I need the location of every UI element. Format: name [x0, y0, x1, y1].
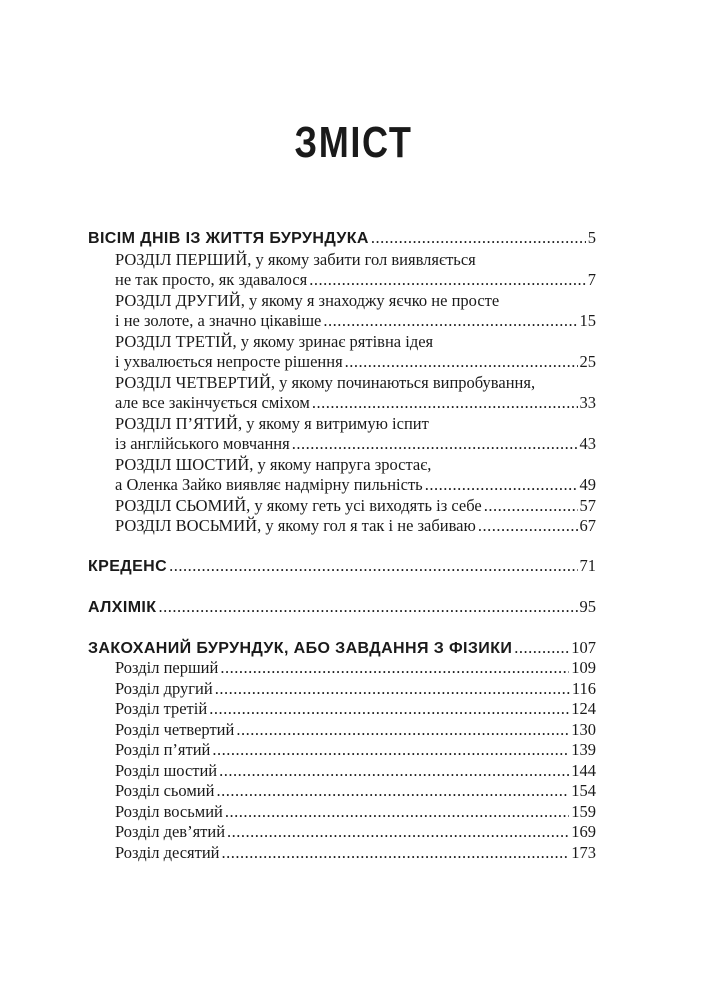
toc-section-4[interactable] — [88, 638, 596, 659]
toc-section-1[interactable] — [88, 228, 596, 249]
dot-leader — [345, 352, 578, 372]
chapter-4-line1: РОЗДІЛ ЧЕТВЕРТИЙ, у якому починаються випробування, — [115, 373, 536, 392]
dot-leader — [514, 638, 569, 658]
toc-chapter-6[interactable] — [115, 475, 596, 495]
chapter-line: із англійського мовчання — [115, 434, 290, 453]
page-number: 95 — [579, 597, 596, 616]
page-title: ЗМІСТ — [294, 118, 413, 167]
page-number: 25 — [579, 352, 596, 371]
toc-subchapter-1[interactable] — [115, 658, 596, 678]
page-number: 71 — [579, 556, 596, 575]
chapter-3-line1: РОЗДІЛ ТРЕТІЙ, у якому зринає рятівна ідея — [115, 332, 434, 351]
section-title: АЛХІМІК — [88, 599, 157, 616]
section-title: ВІСІМ ДНІВ ІЗ ЖИТТЯ БУРУНДУКА — [88, 230, 369, 247]
toc-subchapter-2[interactable] — [115, 679, 596, 699]
toc-subchapter-6[interactable] — [115, 761, 596, 781]
page-number: 57 — [579, 496, 596, 515]
dot-leader — [216, 781, 569, 801]
toc-chapter-8[interactable] — [115, 516, 596, 536]
dot-leader — [227, 822, 569, 842]
dot-leader — [323, 311, 577, 331]
chapter-line: Розділ перший — [115, 658, 219, 677]
page-number: 144 — [571, 761, 596, 780]
dot-leader — [219, 761, 569, 781]
dot-leader — [425, 475, 578, 495]
toc-subchapter-10[interactable] — [115, 843, 596, 863]
section-title: КРЕДЕНС — [88, 558, 168, 575]
chapter-line: Розділ четвертий — [115, 720, 235, 739]
page-number: 15 — [579, 311, 596, 330]
page-number: 154 — [571, 781, 596, 800]
chapter-2-line1: РОЗДІЛ ДРУГИЙ, у якому я знаходжу яєчко не просте — [115, 291, 500, 310]
dot-leader — [158, 597, 577, 617]
page-number: 173 — [571, 843, 596, 862]
page-number: 124 — [571, 699, 596, 718]
chapter-line: РОЗДІЛ СЬОМИЙ, у якому геть усі виходять із себе — [115, 496, 482, 515]
toc-subchapter-7[interactable] — [115, 781, 596, 801]
toc-subchapter-5[interactable] — [115, 740, 596, 760]
toc-chapter-5[interactable] — [115, 434, 596, 454]
page-number: 67 — [579, 516, 596, 535]
toc-chapter-4[interactable] — [115, 393, 596, 413]
chapter-6-line1: РОЗДІЛ ШОСТИЙ, у якому напруга зростає, — [115, 455, 432, 474]
chapter-line: але все закінчується сміхом — [115, 393, 310, 412]
chapter-line: а Оленка Зайко виявляє надмірну пильність — [115, 475, 423, 494]
toc-subchapter-8[interactable] — [115, 802, 596, 822]
toc-chapter-1[interactable] — [115, 270, 596, 290]
chapter-line: і не золоте, а значно цікавіше — [115, 311, 322, 330]
dot-leader — [371, 228, 586, 248]
chapter-line: Розділ восьмий — [115, 802, 223, 821]
page-number: 43 — [579, 434, 596, 453]
dot-leader — [236, 720, 569, 740]
page-number: 49 — [579, 475, 596, 494]
chapter-line: Розділ сьомий — [115, 781, 215, 800]
toc-subchapter-3[interactable] — [115, 699, 596, 719]
dot-leader — [212, 740, 569, 760]
chapter-line: РОЗДІЛ ВОСЬМИЙ, у якому гол я так і не забиваю — [115, 516, 476, 535]
section-title: ЗАКОХАНИЙ БУРУНДУК, АБО ЗАВДАННЯ З ФІЗИКИ — [88, 640, 513, 657]
toc-subchapter-4[interactable] — [115, 720, 596, 740]
chapter-line: Розділ дев’ятий — [115, 822, 226, 841]
dot-leader — [292, 434, 578, 454]
page-number: 7 — [587, 270, 596, 289]
chapter-line: Розділ другий — [115, 679, 213, 698]
toc-chapter-3[interactable] — [115, 352, 596, 372]
dot-leader — [225, 802, 569, 822]
page-number: 139 — [571, 740, 596, 759]
chapter-line: і ухвалюється непросте рішення — [115, 352, 343, 371]
page-number: 116 — [571, 679, 596, 698]
toc-chapter-7[interactable] — [115, 496, 596, 516]
chapter-line: Розділ третій — [115, 699, 208, 718]
dot-leader — [309, 270, 586, 290]
page-number: 159 — [571, 802, 596, 821]
dot-leader — [209, 699, 569, 719]
chapter-line: не так просто, як здавалося — [115, 270, 308, 289]
dot-leader — [220, 658, 569, 678]
dot-leader — [169, 556, 577, 576]
page-number: 107 — [571, 638, 596, 657]
page-number: 109 — [571, 658, 596, 677]
dot-leader — [478, 516, 578, 536]
chapter-line: Розділ десятий — [115, 843, 220, 862]
page-number: 130 — [571, 720, 596, 739]
toc-subchapter-9[interactable] — [115, 822, 596, 842]
dot-leader — [484, 496, 578, 516]
chapter-line: Розділ п’ятий — [115, 740, 211, 759]
page-number: 5 — [587, 228, 596, 247]
chapter-1-line1: РОЗДІЛ ПЕРШИЙ, у якому забити гол виявляється — [115, 250, 476, 269]
chapter-5-line1: РОЗДІЛ П’ЯТИЙ, у якому я витримую іспит — [115, 414, 429, 433]
toc-section-2[interactable] — [88, 556, 596, 577]
dot-leader — [312, 393, 578, 413]
toc-section-3[interactable] — [88, 597, 596, 618]
page-number: 169 — [571, 822, 596, 841]
toc-chapter-2[interactable] — [115, 311, 596, 331]
chapter-line: Розділ шостий — [115, 761, 218, 780]
page-number: 33 — [579, 393, 596, 412]
dot-leader — [222, 843, 570, 863]
dot-leader — [215, 679, 570, 699]
